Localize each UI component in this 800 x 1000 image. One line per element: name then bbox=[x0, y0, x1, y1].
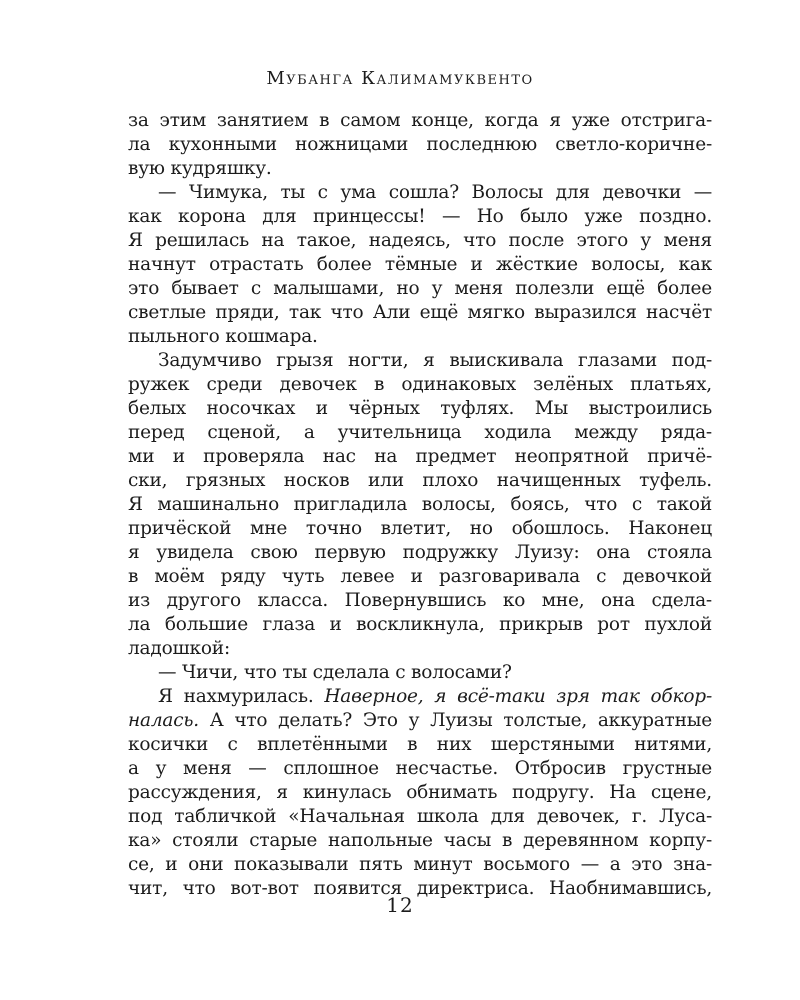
text-line: перед сценой, а учительница ходила между ряда- bbox=[128, 422, 712, 443]
text-line: Задумчиво грызя ногти, я выискивала глазами под- bbox=[158, 350, 712, 371]
text-line: пыльного кошмара. bbox=[128, 326, 318, 347]
text-line: ла большие глаза и воскликнула, прикрыв рот пухлой bbox=[128, 614, 712, 635]
italic-thought: Наверное, я всё-таки зря так обкор- bbox=[324, 686, 713, 707]
text-line-mixed bbox=[128, 709, 712, 733]
page-number: 12 bbox=[386, 893, 414, 917]
text-line: я увидела свою первую подружку Луизу: она стояла bbox=[128, 542, 712, 563]
text-line: ми и проверяла нас на предмет неопрятной причё- bbox=[128, 446, 712, 467]
text-line: белых носочках и чёрных туфлях. Мы выстроились bbox=[128, 398, 712, 419]
italic-thought: налась. bbox=[128, 710, 199, 731]
text-line: рассуждения, я кинулась обнимать подругу. На сцене, bbox=[128, 782, 712, 803]
text-line: в моём ряду чуть левее и разговаривала с девочкой bbox=[128, 566, 712, 587]
text-line: а у меня — сплошное несчастье. Отбросив грустные bbox=[128, 758, 712, 779]
text-line: ладошкой: bbox=[128, 638, 230, 659]
text-line: за этим занятием в самом конце, когда я уже отстрига- bbox=[128, 110, 712, 131]
text-line: причёской мне точно влетит, но обошлось. Наконец bbox=[128, 518, 712, 539]
text-line: ски, грязных носков или плохо начищенных туфель. bbox=[128, 470, 712, 491]
running-header-author: Мубанга Калимамуквенто bbox=[266, 68, 534, 89]
body-text bbox=[128, 109, 712, 901]
text-line: чит, что вот-вот появится директриса. Наобнимавшись, bbox=[128, 878, 712, 899]
text-span: А что делать? Это у Луизы толстые, аккуратные bbox=[209, 710, 712, 731]
text-line: ла кухонными ножницами последнюю светло-коричне- bbox=[128, 134, 712, 155]
text-line: под табличкой «Начальная школа для девочек, г. Луса- bbox=[128, 806, 712, 827]
text-line-mixed bbox=[128, 685, 712, 709]
text-line: светлые пряди, так что Али ещё мягко выразился насчёт bbox=[128, 302, 712, 323]
text-span: Я нахмурилась. bbox=[158, 686, 314, 707]
text-line: Я решилась на такое, надеясь, что после этого у меня bbox=[128, 230, 712, 251]
text-line: ка» стояли старые напольные часы в деревянном корпу- bbox=[128, 830, 712, 851]
text-line: се, и они показывали пять минут восьмого — а это зна- bbox=[128, 854, 712, 875]
text-line: начнут отрастать более тёмные и жёсткие волосы, как bbox=[128, 254, 712, 275]
text-line: вую кудряшку. bbox=[128, 158, 272, 179]
text-line: из другого класса. Повернувшись ко мне, она сдела- bbox=[128, 590, 712, 611]
text-line: это бывает с малышами, но у меня полезли ещё более bbox=[128, 278, 712, 299]
text-line: как корона для принцессы! — Но было уже поздно. bbox=[128, 206, 712, 227]
text-line: ружек среди девочек в одинаковых зелёных платьях, bbox=[128, 374, 712, 395]
text-line: косички с вплетёнными в них шерстяными нитями, bbox=[128, 734, 712, 755]
text-line: — Чичи, что ты сделала с волосами? bbox=[158, 662, 512, 683]
text-line: — Чимука, ты с ума сошла? Волосы для девочки — bbox=[158, 182, 712, 203]
text-line: Я машинально пригладила волосы, боясь, что с такой bbox=[128, 494, 712, 515]
